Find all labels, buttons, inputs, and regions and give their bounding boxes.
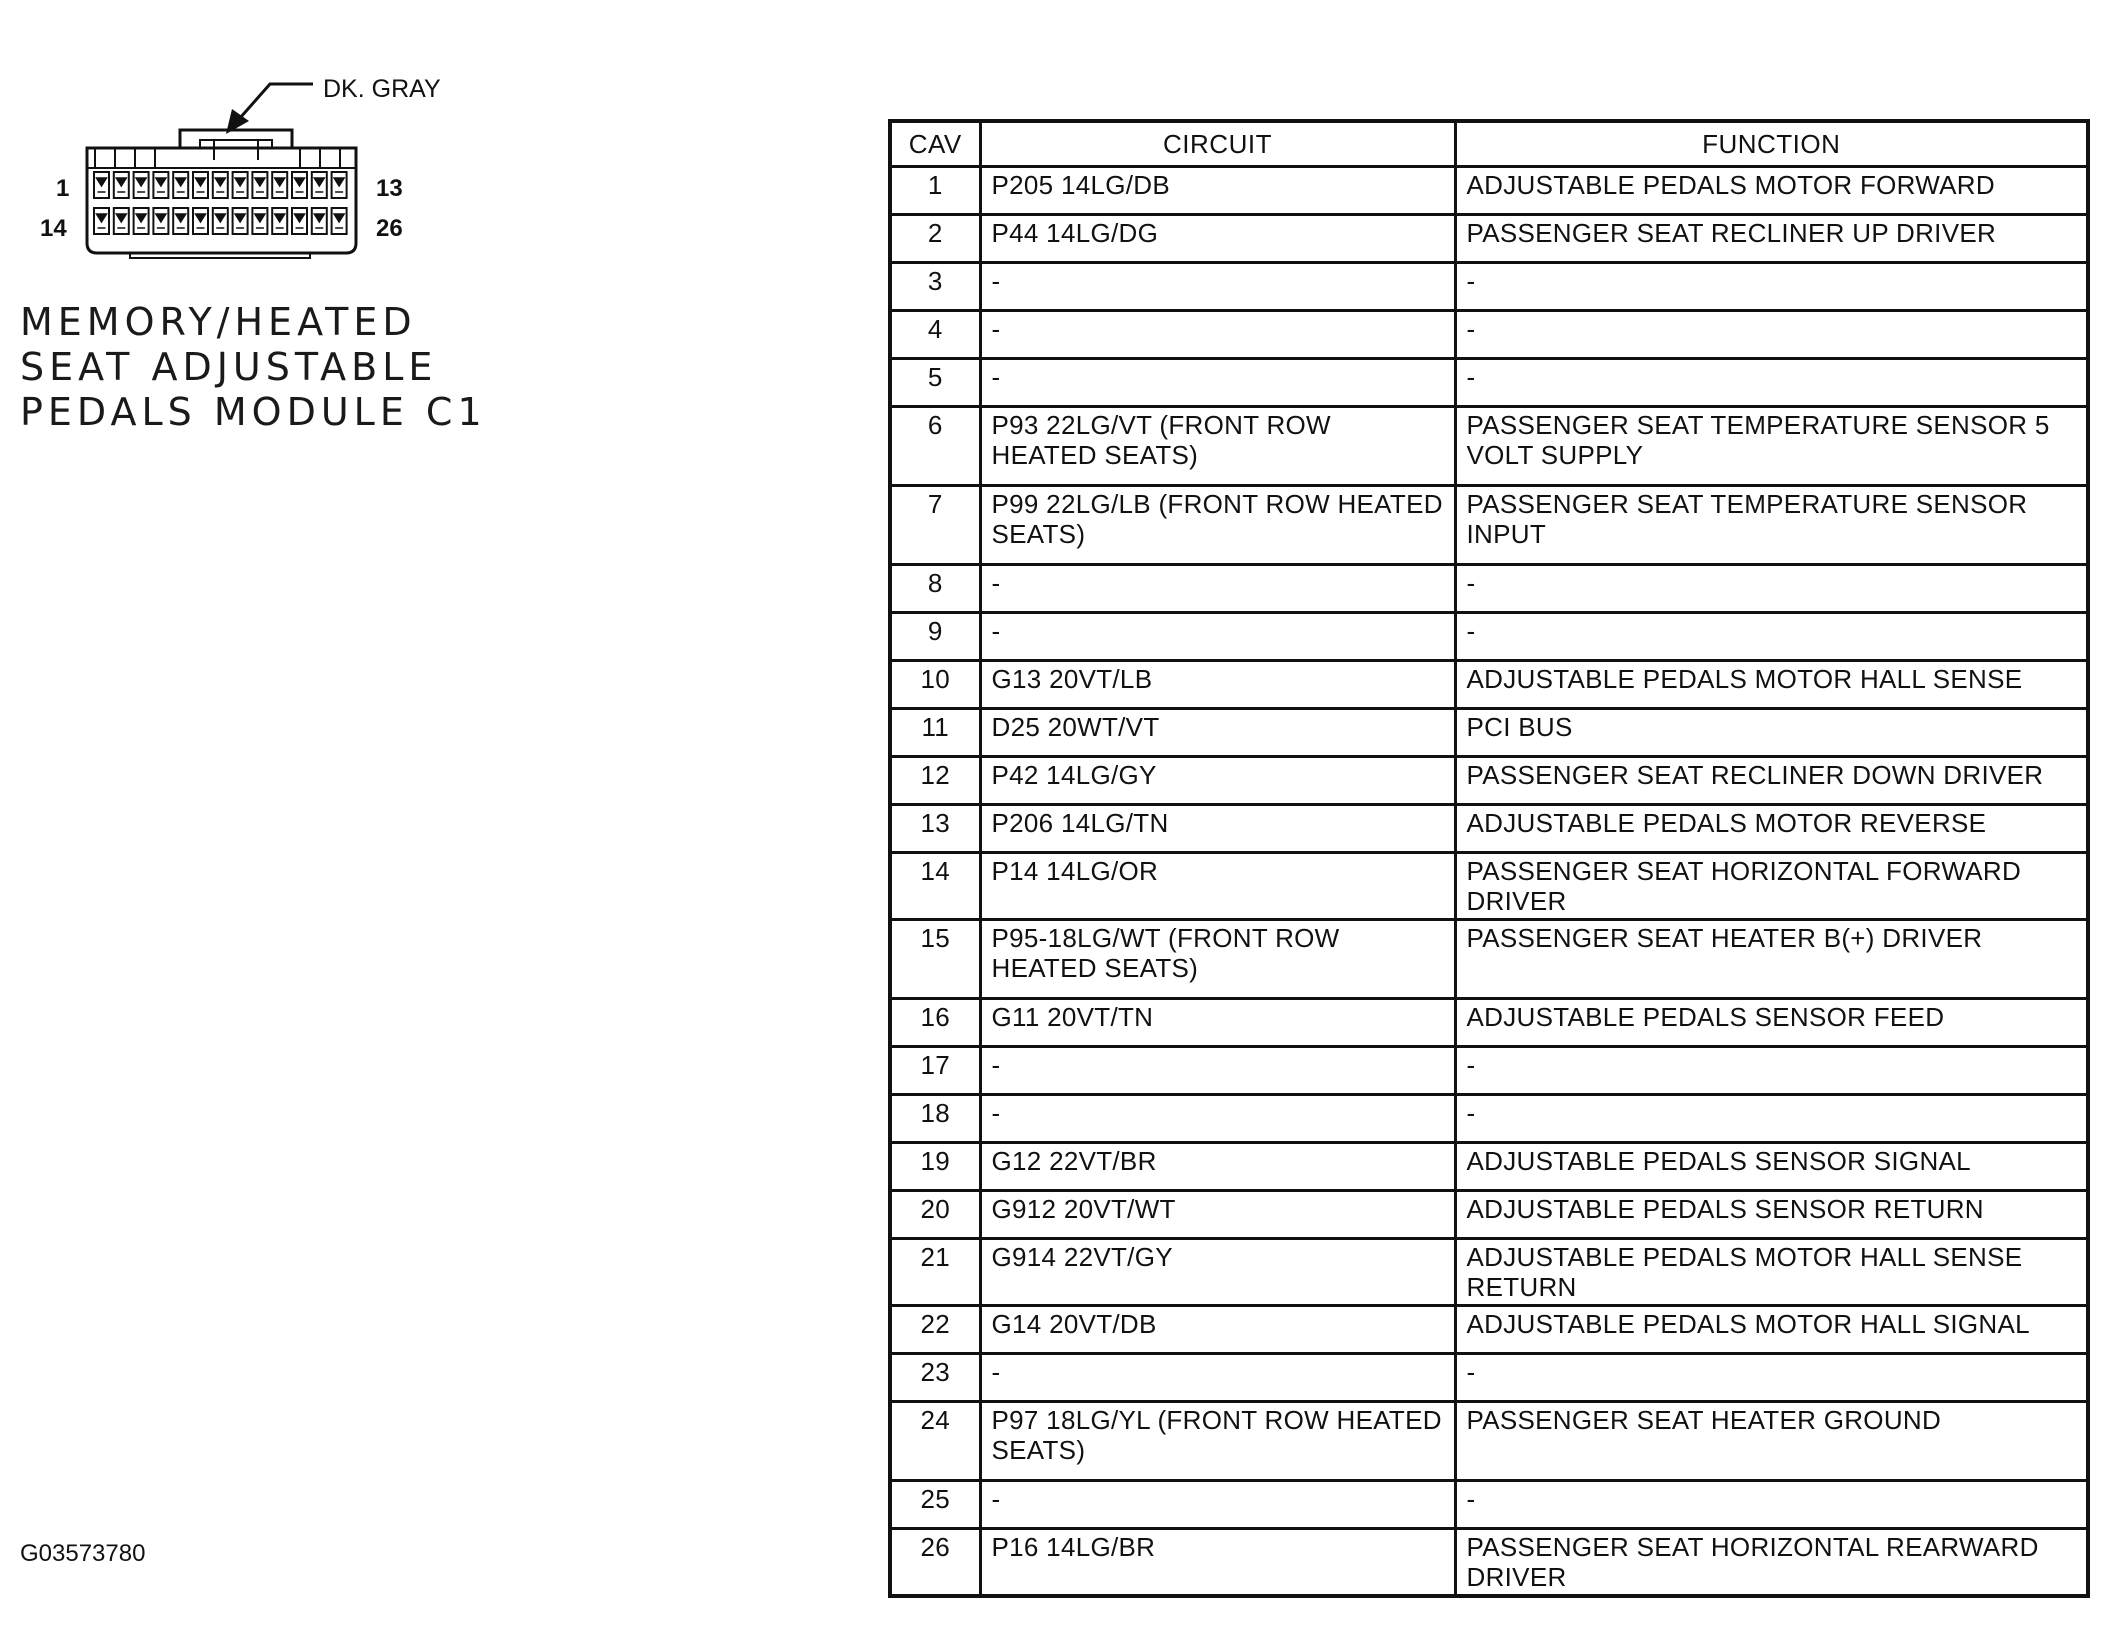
cell-function: PASSENGER SEAT HEATER B(+) DRIVER	[1455, 920, 2088, 999]
terminal-icon	[116, 178, 126, 192]
cell-function: -	[1455, 311, 2088, 359]
cell-circuit: -	[980, 1095, 1455, 1143]
terminal-icon	[116, 214, 126, 228]
cell-function: PASSENGER SEAT RECLINER DOWN DRIVER	[1455, 757, 2088, 805]
terminal-icon	[97, 178, 107, 192]
cell-function: ADJUSTABLE PEDALS MOTOR HALL SIGNAL	[1455, 1306, 2088, 1354]
table-row	[890, 1402, 2088, 1481]
cell-circuit: -	[980, 1354, 1455, 1402]
cell-cav: 9	[890, 613, 980, 661]
table-row	[890, 1143, 2088, 1191]
cell-circuit: -	[980, 565, 1455, 613]
connector-name-line: PEDALS MODULE C1	[20, 390, 487, 434]
table-row	[890, 1354, 2088, 1402]
table-row	[890, 167, 2088, 215]
cell-cav: 10	[890, 661, 980, 709]
cell-cav: 2	[890, 215, 980, 263]
header-circuit: CIRCUIT	[980, 121, 1455, 167]
cell-cav: 11	[890, 709, 980, 757]
cell-function: ADJUSTABLE PEDALS MOTOR HALL SENSE	[1455, 661, 2088, 709]
table-row	[890, 920, 2088, 999]
terminal-icon	[275, 178, 285, 192]
table-row	[890, 486, 2088, 565]
terminal-icon	[97, 214, 107, 228]
terminal-icon	[176, 214, 186, 228]
terminal-icon	[255, 178, 265, 192]
table-row	[890, 661, 2088, 709]
pin-label-14: 14	[40, 215, 67, 242]
table-row	[890, 999, 2088, 1047]
cell-cav: 21	[890, 1239, 980, 1306]
cell-circuit: P205 14LG/DB	[980, 167, 1455, 215]
table-row	[890, 407, 2088, 486]
cell-cav: 12	[890, 757, 980, 805]
connector-name-line: SEAT ADJUSTABLE	[20, 345, 438, 389]
connector-color-label: DK. GRAY	[323, 75, 441, 103]
cell-circuit: -	[980, 613, 1455, 661]
cell-circuit: -	[980, 311, 1455, 359]
cell-circuit: P42 14LG/GY	[980, 757, 1455, 805]
cell-circuit: P16 14LG/BR	[980, 1529, 1455, 1597]
cell-circuit: P93 22LG/VT (FRONT ROW HEATED SEATS)	[980, 407, 1455, 486]
table-row	[890, 215, 2088, 263]
cell-cav: 18	[890, 1095, 980, 1143]
terminal-icon	[255, 214, 265, 228]
cell-circuit: D25 20WT/VT	[980, 709, 1455, 757]
cell-circuit: -	[980, 359, 1455, 407]
cell-cav: 3	[890, 263, 980, 311]
cell-cav: 6	[890, 407, 980, 486]
terminal-icon	[196, 214, 206, 228]
cell-function: PASSENGER SEAT HEATER GROUND	[1455, 1402, 2088, 1481]
table-row	[890, 1191, 2088, 1239]
terminal-icon	[196, 178, 206, 192]
table-row	[890, 1306, 2088, 1354]
cell-cav: 5	[890, 359, 980, 407]
cell-circuit: P206 14LG/TN	[980, 805, 1455, 853]
terminal-icon	[215, 178, 225, 192]
cell-function: -	[1455, 613, 2088, 661]
cell-circuit: G11 20VT/TN	[980, 999, 1455, 1047]
cell-function: ADJUSTABLE PEDALS MOTOR FORWARD	[1455, 167, 2088, 215]
connector-pin-grid	[94, 172, 347, 234]
pin-label-1: 1	[56, 175, 70, 202]
cell-function: ADJUSTABLE PEDALS MOTOR REVERSE	[1455, 805, 2088, 853]
terminal-icon	[136, 214, 146, 228]
cell-function: PASSENGER SEAT RECLINER UP DRIVER	[1455, 215, 2088, 263]
figure-id: G03573780	[20, 1540, 146, 1567]
cell-function: -	[1455, 1481, 2088, 1529]
cell-cav: 23	[890, 1354, 980, 1402]
cell-function: -	[1455, 1047, 2088, 1095]
cell-function: ADJUSTABLE PEDALS SENSOR RETURN	[1455, 1191, 2088, 1239]
cell-cav: 25	[890, 1481, 980, 1529]
table-header-row	[890, 121, 2088, 167]
cell-cav: 8	[890, 565, 980, 613]
cell-function: ADJUSTABLE PEDALS SENSOR SIGNAL	[1455, 1143, 2088, 1191]
terminal-icon	[235, 214, 245, 228]
cell-function: -	[1455, 1095, 2088, 1143]
cell-function: -	[1455, 565, 2088, 613]
terminal-icon	[334, 214, 344, 228]
table-row	[890, 359, 2088, 407]
terminal-icon	[295, 178, 305, 192]
table-row	[890, 805, 2088, 853]
table-row	[890, 1529, 2088, 1597]
cell-function: PASSENGER SEAT HORIZONTAL REARWARD DRIVER	[1455, 1529, 2088, 1597]
cell-function: PASSENGER SEAT HORIZONTAL FORWARD DRIVER	[1455, 853, 2088, 920]
terminal-icon	[156, 178, 166, 192]
cell-cav: 15	[890, 920, 980, 999]
connector-name	[20, 300, 487, 435]
cell-cav: 22	[890, 1306, 980, 1354]
cell-cav: 16	[890, 999, 980, 1047]
terminal-icon	[275, 214, 285, 228]
cell-circuit: P95-18LG/WT (FRONT ROW HEATED SEATS)	[980, 920, 1455, 999]
cell-cav: 19	[890, 1143, 980, 1191]
cell-function: ADJUSTABLE PEDALS SENSOR FEED	[1455, 999, 2088, 1047]
terminal-icon	[314, 214, 324, 228]
cell-circuit: P97 18LG/YL (FRONT ROW HEATED SEATS)	[980, 1402, 1455, 1481]
cell-circuit: G14 20VT/DB	[980, 1306, 1455, 1354]
cell-circuit: -	[980, 1047, 1455, 1095]
table-row	[890, 1481, 2088, 1529]
cell-circuit: G13 20VT/LB	[980, 661, 1455, 709]
header-function: FUNCTION	[1455, 121, 2088, 167]
table-row	[890, 311, 2088, 359]
cell-circuit: P44 14LG/DG	[980, 215, 1455, 263]
cell-function: ADJUSTABLE PEDALS MOTOR HALL SENSE RETURN	[1455, 1239, 2088, 1306]
cell-circuit: G914 22VT/GY	[980, 1239, 1455, 1306]
table-body	[890, 167, 2088, 1597]
cell-cav: 14	[890, 853, 980, 920]
table-row	[890, 709, 2088, 757]
terminal-icon	[334, 178, 344, 192]
pin-label-26: 26	[376, 215, 403, 242]
table-row	[890, 1047, 2088, 1095]
cell-cav: 13	[890, 805, 980, 853]
cell-cav: 1	[890, 167, 980, 215]
table-row	[890, 1095, 2088, 1143]
cell-cav: 17	[890, 1047, 980, 1095]
terminal-icon	[235, 178, 245, 192]
connector-diagram	[0, 0, 600, 330]
table-row	[890, 1239, 2088, 1306]
table-row	[890, 565, 2088, 613]
connector-name-line: MEMORY/HEATED	[20, 300, 417, 344]
pin-label-13: 13	[376, 175, 403, 202]
table-row	[890, 853, 2088, 920]
header-cav: CAV	[890, 121, 980, 167]
terminal-icon	[295, 214, 305, 228]
table-row	[890, 263, 2088, 311]
cell-cav: 20	[890, 1191, 980, 1239]
cell-circuit: P99 22LG/LB (FRONT ROW HEATED SEATS)	[980, 486, 1455, 565]
cell-cav: 24	[890, 1402, 980, 1481]
cell-cav: 4	[890, 311, 980, 359]
terminal-icon	[176, 178, 186, 192]
cell-circuit: G912 20VT/WT	[980, 1191, 1455, 1239]
table-row	[890, 757, 2088, 805]
terminal-icon	[314, 178, 324, 192]
leader-arrow-icon	[226, 84, 313, 134]
cell-circuit: -	[980, 263, 1455, 311]
cell-function: PCI BUS	[1455, 709, 2088, 757]
cell-cav: 26	[890, 1529, 980, 1597]
terminal-icon	[215, 214, 225, 228]
cell-circuit: -	[980, 1481, 1455, 1529]
pinout-table	[888, 119, 2090, 1598]
cell-function: -	[1455, 1354, 2088, 1402]
terminal-icon	[156, 214, 166, 228]
cell-function: PASSENGER SEAT TEMPERATURE SENSOR INPUT	[1455, 486, 2088, 565]
connector-body	[87, 130, 356, 258]
cell-function: PASSENGER SEAT TEMPERATURE SENSOR 5 VOLT SUPPLY	[1455, 407, 2088, 486]
cell-cav: 7	[890, 486, 980, 565]
cell-function: -	[1455, 359, 2088, 407]
cell-circuit: G12 22VT/BR	[980, 1143, 1455, 1191]
cell-function: -	[1455, 263, 2088, 311]
cell-circuit: P14 14LG/OR	[980, 853, 1455, 920]
table-row	[890, 613, 2088, 661]
terminal-icon	[136, 178, 146, 192]
